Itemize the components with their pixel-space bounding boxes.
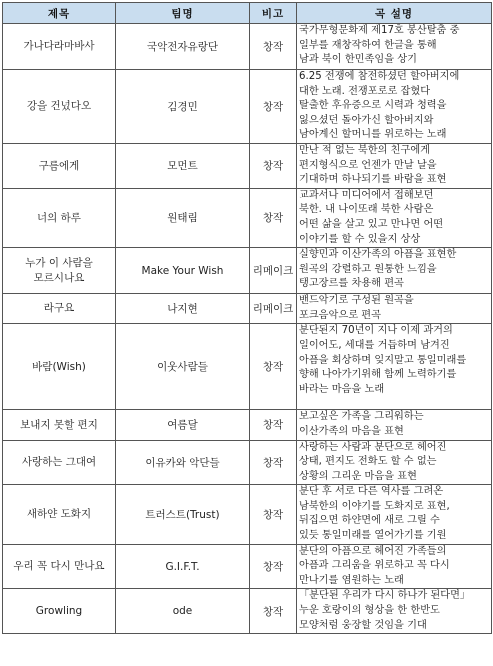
team-name: 이유카와 악단들 [116,440,250,485]
table-row [3,24,492,70]
description-line: 있듯 통일미래를 열어가기를 기원 [299,530,447,542]
song-title-cell [3,143,116,188]
note-cell: 리메이크 [250,248,297,294]
description-line: 분단의 아픔으로 헤어진 가족들의 [299,545,447,557]
description-line: 북한. 내 나이또래 북한 사람은 [299,204,434,216]
song-title-cell [3,410,116,440]
song-title: 누가 이 사람을 [25,257,93,270]
team-name: 트러스트(Trust) [116,485,250,544]
song-title-cell [3,24,116,70]
description-line: 기대하며 하나되기를 바람을 표현 [299,174,447,186]
description-line: 만나기를 염원하는 노래 [299,574,404,586]
description-line: 남과 북이 한민족임을 상기 [299,54,417,66]
song-title: Growling [35,605,83,618]
table-row [3,324,492,410]
team-name: ode [116,589,250,634]
team-name: 나지현 [116,294,250,324]
description-line: 탈출한 후유증으로 시력과 청력을 [299,100,447,112]
song-title-cell [3,294,116,324]
song-title: 사랑하는 그대여 [21,456,97,469]
song-title: 가나다라마바사 [23,40,95,53]
song-title: 너의 하루 [37,211,81,224]
song-description-cell [297,485,492,544]
description-line: 분단된지 70년이 지나 이제 과거의 [299,325,453,337]
description-line: 아픔과 그리움을 위로하고 꼭 다시 [299,560,450,572]
song-title: 우리 꼭 다시 만나요 [13,560,105,573]
song-title-cell [3,544,116,589]
description-line: 일이어도, 세대를 거듭하며 남겨진 [299,339,450,351]
song-description-cell [297,324,492,410]
header-team: 팀명 [116,3,250,24]
description-line: 포크음악으로 편곡 [299,309,381,321]
description-line: 교과서나 미디어에서 접해보던 [299,189,434,201]
note-cell: 창작 [250,440,297,485]
table-row [3,589,492,634]
song-title-cell [3,248,116,294]
header-description: 곡 설명 [297,3,492,24]
description-line: 만난 적 없는 북한의 친구에게 [299,144,431,156]
song-table-body [3,24,492,634]
description-line: 아픔을 회상하며 잊지말고 통일미래를 [299,354,467,366]
description-line: 남아계신 할머니를 위로하는 노래 [299,129,447,141]
description-line: 분단 후 서로 다른 역사를 그려온 [299,486,444,498]
song-title: 강을 건넜다오 [26,100,92,113]
table-row [3,544,492,589]
header-row [3,3,492,24]
team-name: Make Your Wish [116,248,250,294]
description-line: 이야기를 할 수 있을지 상상 [299,233,421,245]
song-title: 바람(Wish) [32,360,86,373]
table-row [3,410,492,440]
song-title: 모르시나요 [33,271,85,284]
note-cell: 창작 [250,544,297,589]
song-description-cell [297,440,492,485]
team-name: 여름달 [116,410,250,440]
note-cell: 창작 [250,70,297,144]
table-row [3,485,492,544]
description-line: 보고싶은 가족을 그리워하는 [299,411,424,423]
team-name: G.I.F.T. [116,544,250,589]
song-title-cell [3,188,116,247]
description-line: 대한 노래. 전쟁포로로 잡혔다 [299,85,431,97]
team-name: 이웃사람들 [116,324,250,410]
team-name: 김경민 [116,70,250,144]
description-line: 상태, 편지도 전화도 할 수 없는 [299,456,437,468]
table-row [3,70,492,144]
song-title: 라구요 [43,302,75,315]
description-line: 「분단된 우리가 다시 하나가 된다면」 [299,590,471,602]
note-cell: 창작 [250,589,297,634]
description-line: 국가무형문화제 제17호 봉산탈춤 중 [299,25,460,36]
description-line: 탱고장르를 차용해 편곡 [299,278,404,290]
description-line: 상황의 그리운 마음을 표현 [299,470,417,482]
note-cell: 창작 [250,324,297,410]
description-line: 6.25 전쟁에 참전하셨던 할아버지에 [299,71,460,82]
note-cell: 리메이크 [250,294,297,324]
table-row [3,143,492,188]
song-table [2,2,492,634]
song-title-cell [3,485,116,544]
table-row [3,294,492,324]
table-row [3,248,492,294]
song-description-cell [297,188,492,247]
team-name: 국악전자유랑단 [116,24,250,70]
team-name: 원태림 [116,188,250,247]
note-cell: 창작 [250,485,297,544]
song-title-cell [3,440,116,485]
song-title-cell [3,70,116,144]
note-cell: 창작 [250,143,297,188]
description-line: 편지형식으로 언젠가 만날 날을 [299,159,437,171]
description-line: 향해 나아가기위해 함께 노력하기를 [299,369,457,381]
header-note: 비고 [250,3,297,24]
song-title: 새하얀 도화지 [26,508,92,521]
song-title-cell [3,324,116,410]
song-title: 보내지 못할 편지 [20,418,98,431]
description-line: 밴드악기로 구성된 원곡을 [299,295,414,307]
description-line: 누운 호랑이의 형상을 한 한반도 [299,605,440,617]
song-description-cell [297,544,492,589]
note-cell: 창작 [250,410,297,440]
header-title: 제목 [3,3,116,24]
description-line: 어떤 삶을 살고 있고 만나면 어떤 [299,218,444,230]
song-description-cell [297,143,492,188]
description-line: 이산가족의 마음을 표현 [299,425,404,437]
song-description-cell [297,410,492,440]
song-description-cell [297,70,492,144]
description-line: 뒤집으면 하얀면에 새로 그릴 수 [299,515,440,527]
table-row [3,188,492,247]
description-line: 사랑하는 사람과 분단으로 헤어진 [299,441,447,453]
song-description-cell [297,24,492,70]
description-line: 잃으셨던 돌아가신 할아버지와 [299,114,434,126]
description-line: 원곡의 강렬하고 원통한 느낌을 [299,263,437,275]
description-line: 실향민과 이산가족의 아픔을 표현한 [299,249,457,261]
description-line: 일부를 재창작하여 한글을 통해 [299,39,437,51]
description-line: 남북한의 이야기를 도화지로 표현, [299,500,450,512]
song-title: 구름에게 [38,159,80,172]
table-row [3,440,492,485]
note-cell: 창작 [250,188,297,247]
note-cell: 창작 [250,24,297,70]
song-description-cell [297,589,492,634]
song-table-container [2,2,492,634]
description-line: 모양처럼 웅장할 것임을 기대 [299,619,427,631]
song-description-cell [297,248,492,294]
song-title-cell [3,589,116,634]
song-description-cell [297,294,492,324]
team-name: 모먼트 [116,143,250,188]
description-line: 바라는 마음을 노래 [299,383,385,395]
